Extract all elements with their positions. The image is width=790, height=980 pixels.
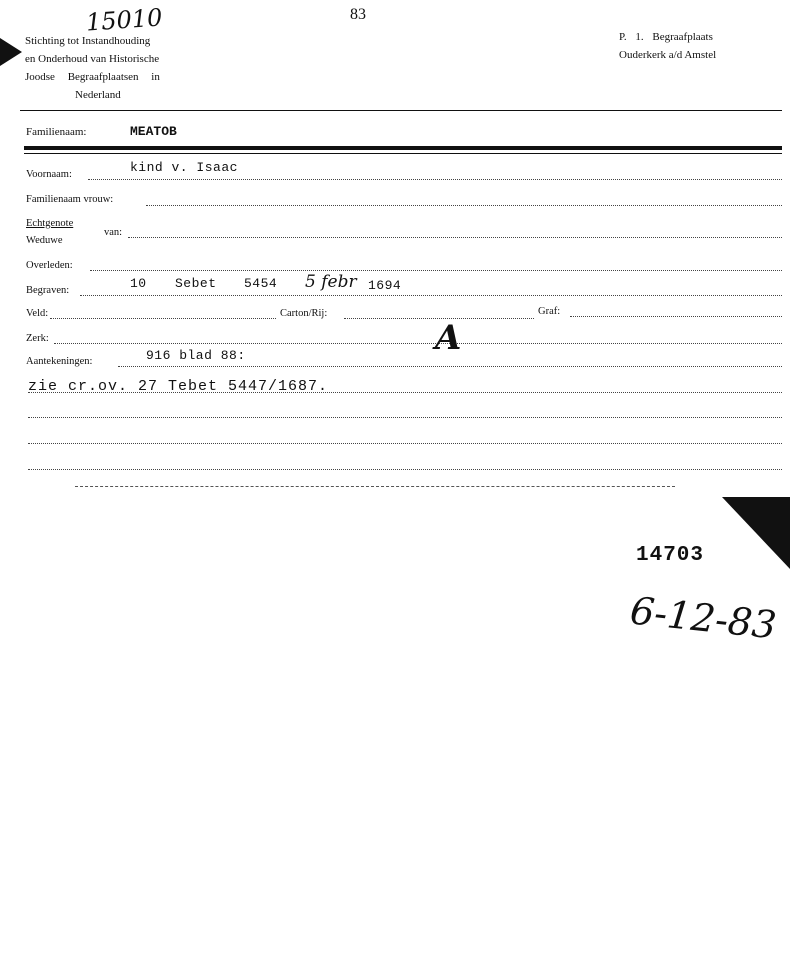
corner-mark-top-left	[0, 38, 22, 66]
stamp-number: 14703	[636, 544, 705, 567]
page-number: 83	[350, 6, 366, 23]
begraven-greg-year: 1694	[368, 278, 402, 293]
familienaam-vrouw-line	[146, 205, 782, 206]
weduwe-label: Weduwe	[26, 235, 63, 246]
org-line: Nederland	[75, 89, 121, 101]
begraven-handwritten-date: 5 febr	[305, 272, 357, 292]
graf-label: Graf:	[538, 306, 561, 317]
aantekeningen-line	[118, 366, 782, 367]
org-line: Stichting tot Instandhouding	[25, 35, 151, 47]
carton-rij-label: Carton/Rij:	[280, 308, 328, 319]
zerk-mark: A	[435, 318, 462, 358]
familienaam-vrouw-label: Familienaam vrouw:	[26, 194, 114, 205]
graf-line	[570, 316, 782, 317]
thin-rule	[24, 153, 782, 154]
zerk-line	[54, 343, 782, 344]
voornaam-value: kind v. Isaac	[130, 160, 238, 175]
familienaam-label: Familienaam:	[26, 126, 87, 138]
corner-mark-right	[722, 497, 790, 569]
note-line-2	[28, 417, 782, 418]
organization-block	[25, 32, 160, 104]
cemetery-location: Ouderkerk a/d Amstel	[619, 49, 717, 61]
org-line: Joodse Begraafplaatsen in	[25, 71, 160, 83]
note-line-1	[28, 392, 782, 393]
handwritten-number: 15010	[85, 3, 164, 37]
overleden-label: Overleden:	[26, 260, 73, 271]
note-line-3	[28, 443, 782, 444]
voornaam-line	[88, 179, 782, 180]
header-rule	[20, 110, 782, 111]
begraven-label: Begraven:	[26, 285, 70, 296]
cemetery-code: P. 1. Begraafplaats	[619, 31, 713, 43]
voornaam-label: Voornaam:	[26, 169, 72, 180]
thick-rule	[24, 146, 782, 150]
begraven-month: Sebet	[175, 276, 217, 291]
handwritten-date: 6-12-83	[628, 588, 779, 648]
begraven-day: 10	[130, 276, 147, 291]
familienaam-value: MEATOB	[130, 124, 177, 139]
overleden-line	[90, 270, 782, 271]
begraven-line	[80, 295, 782, 296]
aantekeningen-value: 916 blad 88:	[146, 348, 246, 363]
echtgenote-label: Echtgenote	[26, 218, 74, 229]
aantekeningen-label: Aantekeningen:	[26, 356, 93, 367]
van-label: van:	[104, 227, 123, 238]
echtgenote-line	[128, 237, 782, 238]
org-line: en Onderhoud van Historische	[25, 53, 160, 65]
veld-line	[50, 318, 276, 319]
zerk-label: Zerk:	[26, 333, 49, 344]
begraven-year: 5454	[244, 276, 278, 291]
card-bottom-edge	[75, 486, 675, 487]
note-line-4	[28, 469, 782, 470]
cemetery-block	[619, 28, 716, 64]
veld-label: Veld:	[26, 308, 49, 319]
aantekeningen-line2: zie cr.ov. 27 Tebet 5447/1687.	[28, 378, 329, 395]
